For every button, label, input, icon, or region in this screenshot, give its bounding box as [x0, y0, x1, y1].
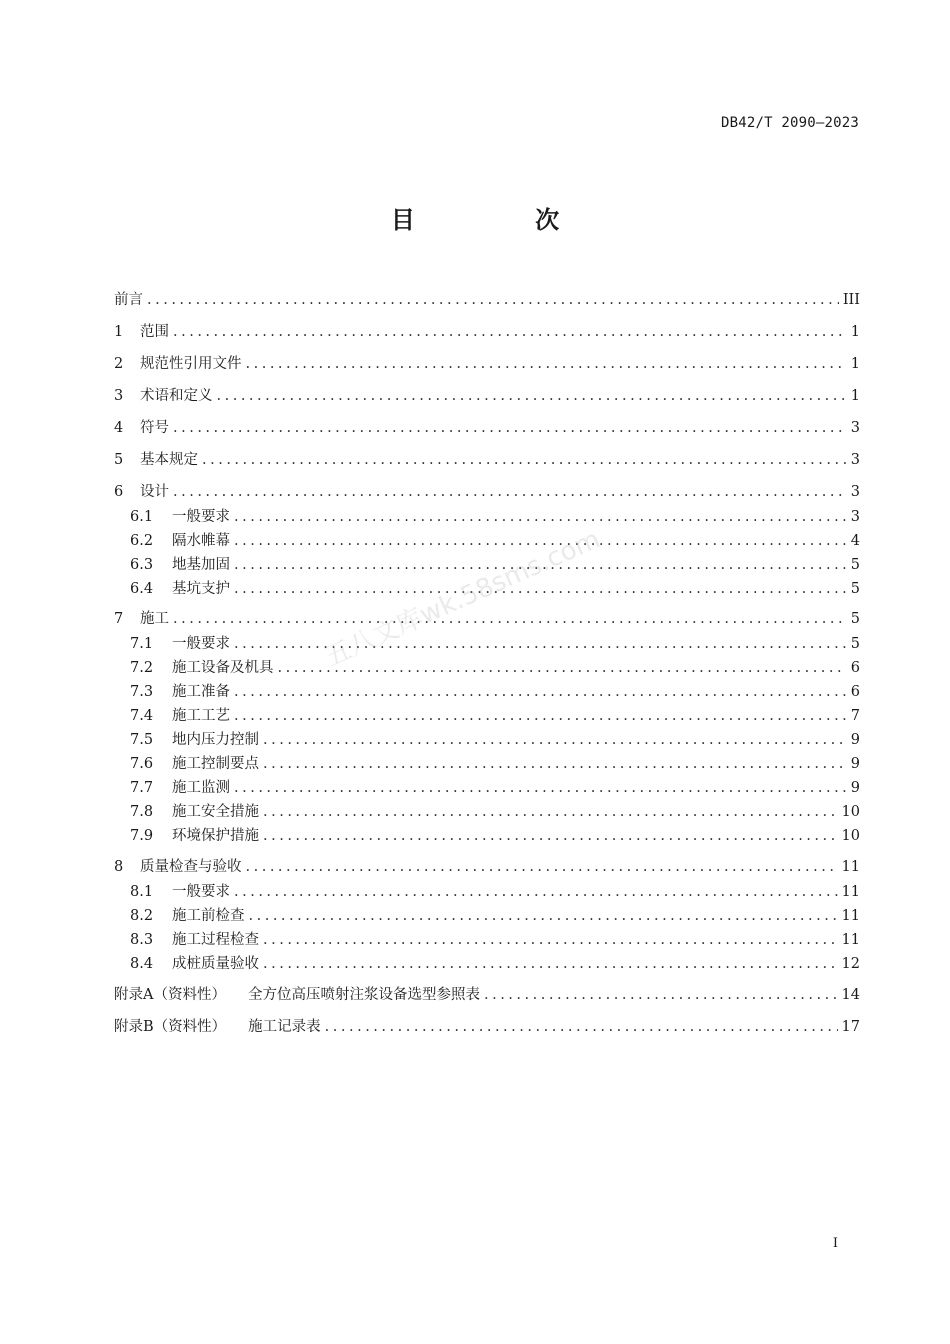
toc-subentry[interactable]: [130, 753, 860, 775]
toc-entry[interactable]: [114, 353, 860, 375]
toc-entry-page: 11: [841, 884, 860, 900]
toc-entry-label: 施工设备及机具: [172, 660, 274, 676]
toc-entry-page: 3: [850, 509, 860, 525]
toc-entry-page: 9: [850, 732, 860, 748]
toc-entry-label: 术语和定义: [140, 388, 213, 404]
leader-dots: [249, 905, 838, 927]
toc-entry-page: 1: [850, 388, 860, 404]
toc-subentry[interactable]: [130, 633, 860, 655]
toc-entry[interactable]: [114, 449, 860, 471]
toc-entry-page: 6: [850, 660, 860, 676]
leader-dots: [263, 953, 838, 975]
toc-entry-number: 7: [114, 611, 124, 627]
leader-dots: [246, 353, 847, 375]
toc-entry-number: 7.2: [130, 660, 154, 676]
toc-entry-number: 6: [114, 484, 124, 500]
toc-entry-label: 地基加固: [172, 557, 230, 573]
toc-entry-number: 4: [114, 420, 124, 436]
toc-entry-page: 3: [850, 484, 860, 500]
toc-entry-number: 6.3: [130, 557, 154, 573]
toc-entry-number: 2: [114, 356, 124, 372]
toc-appendix-number: 附录B（资料性）: [114, 1019, 227, 1035]
toc-entry-number: 6.2: [130, 533, 154, 549]
toc-entry-label: 地内压力控制: [172, 732, 259, 748]
leader-dots: [234, 705, 846, 727]
toc-entry-page: 5: [850, 581, 860, 597]
toc-entry[interactable]: [114, 417, 860, 439]
toc-entry-number: 8.2: [130, 908, 154, 924]
leader-dots: [263, 825, 838, 847]
toc-entry[interactable]: [114, 321, 860, 343]
leader-dots: [173, 321, 846, 343]
toc-entry-page: 5: [850, 557, 860, 573]
toc-entry-page: 11: [841, 859, 860, 875]
toc-entry-number: 6.1: [130, 509, 154, 525]
toc-entry-page: 11: [841, 932, 860, 948]
toc-entry-number: 7.5: [130, 732, 154, 748]
toc-entry-label: 成桩质量验收: [172, 956, 259, 972]
toc-entry-page: 17: [841, 1019, 860, 1035]
toc-entry-label: 环境保护措施: [172, 828, 259, 844]
toc-entry-label: 前言: [114, 292, 143, 308]
leader-dots: [234, 681, 846, 703]
toc-entry-label: 设计: [140, 484, 169, 500]
toc-entry-foreword[interactable]: [114, 289, 860, 311]
toc-entry[interactable]: [114, 385, 860, 407]
toc-entry-label: 基坑支护: [172, 581, 230, 597]
toc-entry-label: 施工安全措施: [172, 804, 259, 820]
toc-subentry[interactable]: [130, 729, 860, 751]
toc-subentry[interactable]: [130, 506, 860, 528]
toc-entry-page: 1: [850, 356, 860, 372]
toc-subentry[interactable]: [130, 905, 860, 927]
page-number: I: [832, 1236, 838, 1251]
toc-entry-number: 8.3: [130, 932, 154, 948]
toc-subentry[interactable]: [130, 881, 860, 903]
toc-entry-page: 6: [850, 684, 860, 700]
toc-entry-number: 7.7: [130, 780, 154, 796]
leader-dots: [325, 1016, 838, 1038]
toc-entry-number: 1: [114, 324, 124, 340]
toc-entry-label: 符号: [140, 420, 169, 436]
leader-dots: [263, 729, 846, 751]
toc-entry-number: 7.8: [130, 804, 154, 820]
toc-entry-page: 3: [850, 420, 860, 436]
leader-dots: [173, 417, 846, 439]
toc-entry-page: 5: [850, 611, 860, 627]
leader-dots: [147, 289, 839, 311]
toc-subentry[interactable]: [130, 929, 860, 951]
toc-entry-page: 1: [850, 324, 860, 340]
toc-entry-label: 规范性引用文件: [140, 356, 242, 372]
leader-dots: [263, 753, 846, 775]
toc-entry[interactable]: [114, 481, 860, 503]
toc-entry-page: 10: [841, 804, 860, 820]
toc-entry-page: 9: [850, 780, 860, 796]
document-code: DB42/T 2090—2023: [720, 115, 859, 131]
toc-entry-number: 8: [114, 859, 124, 875]
toc-subentry[interactable]: [130, 953, 860, 975]
page-title: 目 次: [390, 206, 616, 234]
leader-dots: [173, 481, 846, 503]
leader-dots: [217, 385, 847, 407]
toc-entry-page: 3: [850, 452, 860, 468]
toc-entry-label: 基本规定: [140, 452, 198, 468]
toc-entry-number: 7.9: [130, 828, 154, 844]
leader-dots: [484, 984, 838, 1006]
leader-dots: [202, 449, 846, 471]
toc-subentry[interactable]: [130, 801, 860, 823]
toc-entry-label: 施工: [140, 611, 169, 627]
toc-entry-label: 一般要求: [172, 884, 230, 900]
toc-entry-label: 质量检查与验收: [140, 859, 242, 875]
toc-entry-page: 10: [841, 828, 860, 844]
toc-subentry[interactable]: [130, 825, 860, 847]
toc-entry-page: 5: [850, 636, 860, 652]
leader-dots: [246, 856, 838, 878]
toc-subentry[interactable]: [130, 777, 860, 799]
toc-entry-number: 7.4: [130, 708, 154, 724]
leader-dots: [263, 929, 838, 951]
toc-entry-number: 3: [114, 388, 124, 404]
toc-entry-label: 施工监测: [172, 780, 230, 796]
watermark: 五八文库wk.58sms.com: [320, 524, 605, 673]
toc-entry-label: 施工工艺: [172, 708, 230, 724]
toc-entry-page: 9: [850, 756, 860, 772]
toc-appendix-number: 附录A（资料性）: [114, 987, 226, 1003]
toc-entry-page: 12: [841, 956, 860, 972]
toc-subentry[interactable]: [130, 705, 860, 727]
toc-entry-label: 一般要求: [172, 636, 230, 652]
leader-dots: [234, 777, 846, 799]
toc-entry-label: 施工准备: [172, 684, 230, 700]
leader-dots: [173, 608, 846, 630]
toc-entry-label: 施工过程检查: [172, 932, 259, 948]
toc-entry-number: 7.1: [130, 636, 154, 652]
toc-entry-number: 7.6: [130, 756, 154, 772]
toc-entry-number: 6.4: [130, 581, 154, 597]
toc-entry-label: 施工记录表: [248, 1019, 321, 1035]
toc-entry-number: 7.3: [130, 684, 154, 700]
leader-dots: [234, 506, 846, 528]
toc-entry-label: 施工控制要点: [172, 756, 259, 772]
toc-entry-page: 4: [850, 533, 860, 549]
toc-entry-number: 5: [114, 452, 124, 468]
toc-entry-page: 14: [841, 987, 860, 1003]
toc-subentry[interactable]: [130, 657, 860, 679]
toc-entry-page: 7: [850, 708, 860, 724]
toc-subentry[interactable]: [130, 530, 860, 552]
toc-subentry[interactable]: [130, 681, 860, 703]
toc-entry-label: 全方位高压喷射注浆设备选型参照表: [247, 987, 480, 1003]
leader-dots: [263, 801, 838, 823]
toc-appendix-a[interactable]: [114, 984, 860, 1006]
toc-entry-label: 施工前检查: [172, 908, 245, 924]
toc-entry-number: 8.4: [130, 956, 154, 972]
toc-entry-label: 一般要求: [172, 509, 230, 525]
toc-entry-number: 8.1: [130, 884, 154, 900]
toc-entry-label: 隔水帷幕: [172, 533, 230, 549]
leader-dots: [234, 881, 838, 903]
toc-appendix-b[interactable]: [114, 1016, 860, 1038]
toc-entry-label: 范围: [140, 324, 169, 340]
toc-entry-page: 11: [841, 908, 860, 924]
toc-entry[interactable]: [114, 608, 860, 630]
toc-entry[interactable]: [114, 856, 860, 878]
toc-entry-page: III: [842, 292, 860, 308]
